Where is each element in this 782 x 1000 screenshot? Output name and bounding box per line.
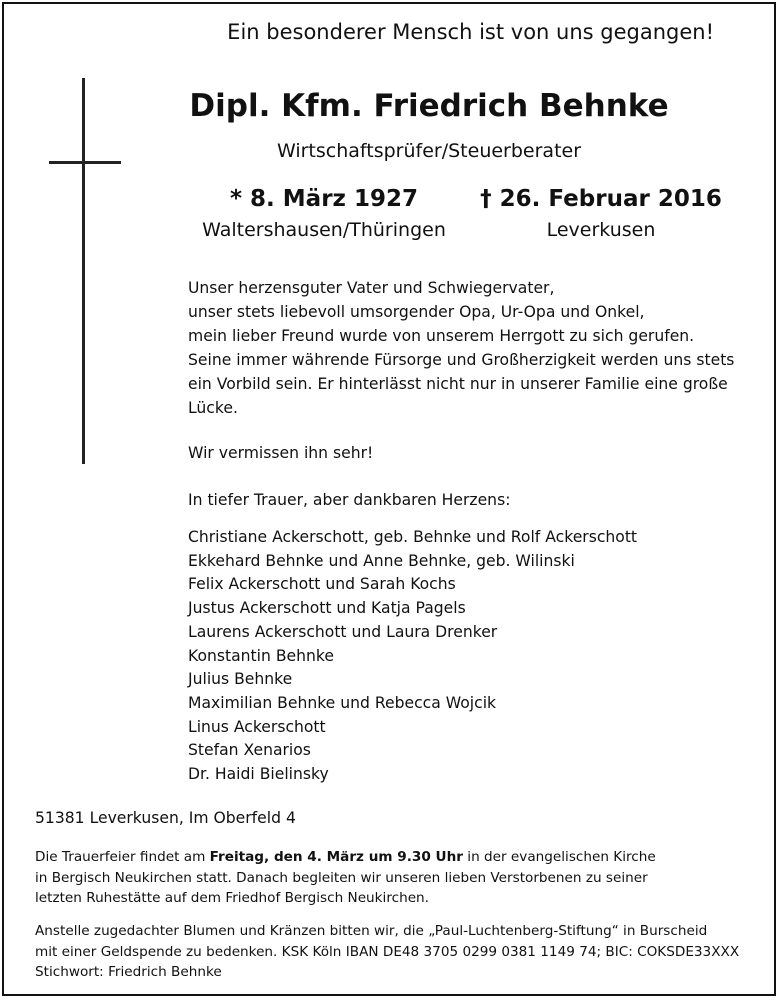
tribute-text xyxy=(188,276,734,420)
donation-info xyxy=(35,921,739,983)
death-place: Leverkusen xyxy=(546,219,656,241)
list-item: Linus Ackerschott xyxy=(188,717,326,736)
profession: Wirtschaftsprüfer/Steuerberater xyxy=(276,140,582,162)
list-item: Laurens Ackerschott und Laura Drenker xyxy=(188,622,498,641)
funeral-date: Freitag, den 4. März um 9.30 Uhr xyxy=(209,849,463,865)
death-date: † 26. Februar 2016 xyxy=(480,186,722,212)
list-item: Konstantin Behnke xyxy=(188,646,334,665)
tribute-line: Lücke. xyxy=(188,399,238,417)
mourners-intro: In tiefer Trauer, aber dankbaren Herzens: xyxy=(188,491,511,509)
list-item: Felix Ackerschott und Sarah Kochs xyxy=(188,575,456,594)
mourners-list xyxy=(188,526,637,787)
funeral-line: letzten Ruhestätte auf dem Friedhof Bergisch Neukirchen. xyxy=(35,890,429,906)
list-item: Maximilian Behnke und Rebecca Wojcik xyxy=(188,693,497,712)
list-item: Dr. Haidi Bielinsky xyxy=(188,765,329,784)
list-item: Justus Ackerschott und Katja Pagels xyxy=(188,599,466,618)
list-item: Stefan Xenarios xyxy=(188,741,311,760)
list-item: Ekkehard Behnke und Anne Behnke, geb. Wilinski xyxy=(188,551,575,570)
deceased-name: Dipl. Kfm. Friedrich Behnke xyxy=(189,88,669,124)
birth-date: * 8. März 1927 xyxy=(230,186,418,212)
donation-line: mit einer Geldspende zu bedenken. KSK Köln IBAN DE48 3705 0299 0381 1149 74; BIC: COKSDE33XXX xyxy=(35,943,740,960)
list-item: Christiane Ackerschott, geb. Behnke und Rolf Ackerschott xyxy=(188,528,638,546)
birth-place: Waltershausen/Thüringen xyxy=(202,219,446,241)
donation-line: Anstelle zugedachter Blumen und Kränzen bitten wir, die „Paul-Luchtenberg-Stiftung“ in Burscheid xyxy=(35,923,708,939)
family-address: 51381 Leverkusen, Im Oberfeld 4 xyxy=(35,809,296,827)
tribute-line: ein Vorbild sein. Er hinterlässt nicht nur in unserer Familie eine große xyxy=(188,375,728,393)
funeral-line: in Bergisch Neukirchen statt. Danach begleiten wir unseren lieben Verstorbenen zu seiner xyxy=(35,869,648,886)
funeral-info xyxy=(35,847,656,909)
list-item: Julius Behnke xyxy=(188,670,293,689)
donation-line: Stichwort: Friedrich Behnke xyxy=(35,964,222,980)
headline: Ein besonderer Mensch ist von uns gegangen! xyxy=(227,20,714,44)
funeral-text: Die Trauerfeier findet am xyxy=(35,849,210,865)
obituary-notice xyxy=(2,2,776,996)
tribute-line: Seine immer währende Fürsorge und Großherzigkeit werden uns stets xyxy=(188,351,735,369)
funeral-text: in der evangelischen Kirche xyxy=(462,849,656,865)
tribute-line: mein lieber Freund wurde von unserem Herrgott zu sich gerufen. xyxy=(188,327,695,345)
miss-text: Wir vermissen ihn sehr! xyxy=(188,444,374,462)
tribute-line: unser stets liebevoll umsorgender Opa, Ur-Opa und Onkel, xyxy=(188,303,645,321)
tribute-line: Unser herzensguter Vater und Schwiegervater, xyxy=(188,279,555,297)
